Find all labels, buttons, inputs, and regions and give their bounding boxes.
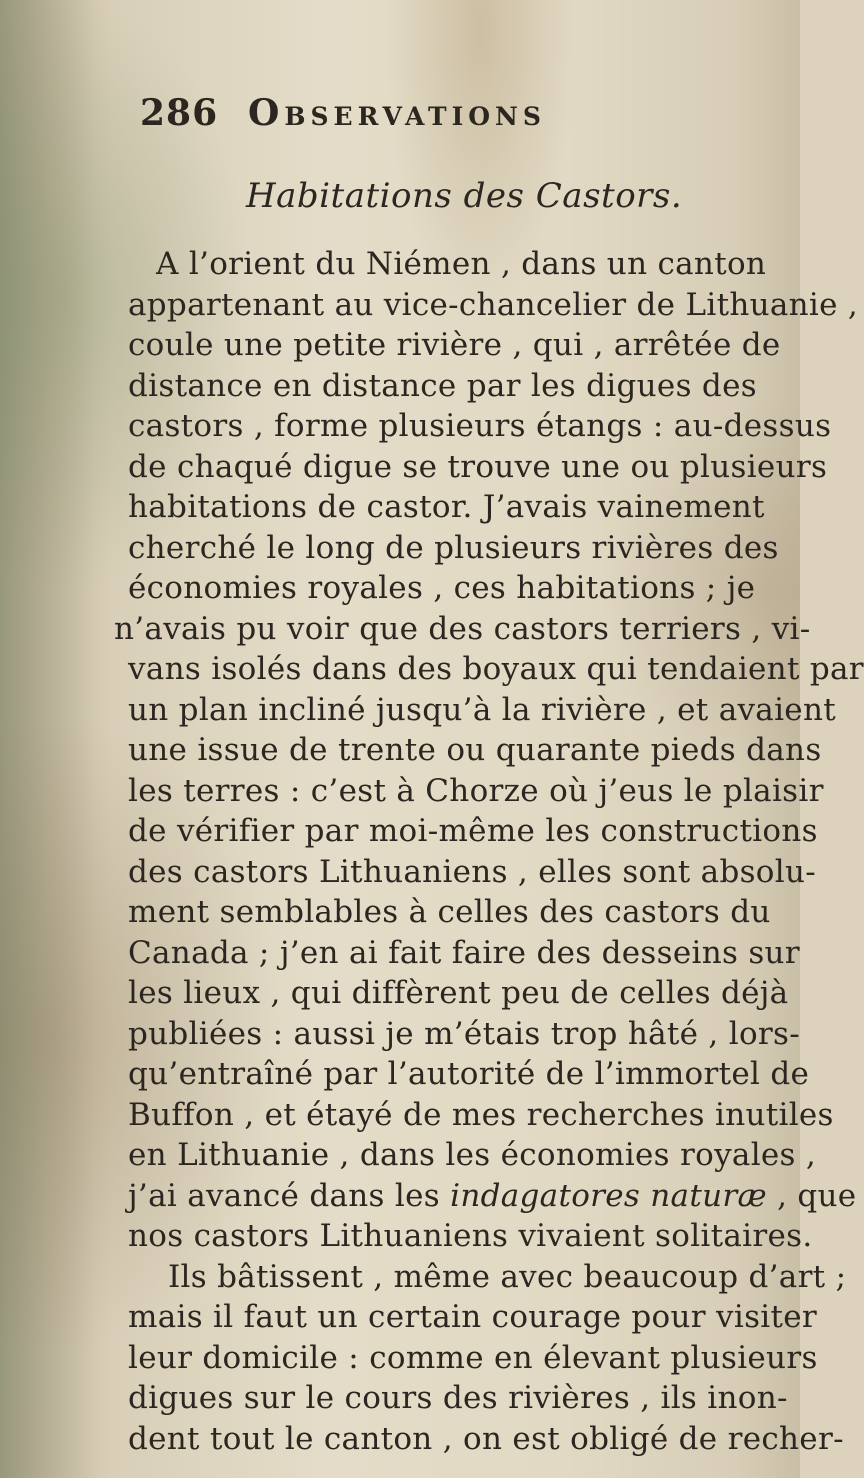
text-line: appartenant au vice-chancelier de Lithuanie ,	[128, 286, 859, 323]
text-line: de vérifier par moi-même les constructions	[128, 813, 818, 849]
text-line-with-italic	[128, 1176, 857, 1217]
text-line: une issue de trente ou quarante pieds dans	[128, 732, 822, 768]
text-line: les lieux , qui diffèrent peu de celles déjà	[128, 975, 789, 1011]
text-line: ment semblables à celles des castors du	[128, 894, 771, 930]
section-title: Habitations des Castors.	[246, 176, 683, 216]
text-segment: j’ai avancé dans les	[128, 1177, 440, 1214]
text-line: dent tout le canton , on est obligé de recher-	[128, 1420, 844, 1457]
text-line: castors , forme plusieurs étangs : au-dessus	[128, 408, 832, 444]
text-line: habitations de castor. J’avais vainement	[128, 489, 765, 525]
text-line: vans isolés dans des boyaux qui tendaient par	[128, 651, 864, 687]
text-line: qu’entraîné par l’autorité de l’immortel de	[128, 1056, 810, 1092]
text-line: des castors Lithuaniens , elles sont absolu-	[128, 853, 817, 890]
text-line: nos castors Lithuaniens vivaient solitaires.	[128, 1218, 813, 1254]
text-line: Buffon , et étayé de mes recherches inutiles	[128, 1096, 834, 1133]
text-line: leur domicile : comme en élevant plusieurs	[128, 1339, 818, 1376]
text-line: mais il faut un certain courage pour visiter	[128, 1299, 818, 1335]
text-line: Canada ; j’en ai fait faire des desseins sur	[128, 934, 800, 971]
italic-latin-phrase: indagatores naturæ	[450, 1177, 767, 1214]
running-head: Observations	[248, 92, 546, 134]
text-line: un plan incliné jusqu’à la rivière , et avaient	[128, 691, 836, 728]
page-header	[140, 92, 700, 144]
text-line: digues sur le cours des rivières , ils inon-	[128, 1380, 788, 1416]
text-line: publiées : aussi je m’étais trop hâté , lors-	[128, 1015, 801, 1052]
page-number: 286	[140, 92, 219, 134]
text-line: en Lithuanie , dans les économies royales ,	[128, 1137, 817, 1173]
text-line: coule une petite rivière , qui , arrêtée de	[128, 327, 781, 363]
text-line: Ils bâtissent , même avec beaucoup d’art ;	[168, 1258, 847, 1295]
text-line: économies royales , ces habitations ; je	[128, 570, 756, 606]
text-line: n’avais pu voir que des castors terriers , vi-	[114, 610, 811, 647]
text-segment: , que	[777, 1177, 857, 1214]
text-line: A l’orient du Niémen , dans un canton	[156, 246, 767, 282]
body-text	[114, 244, 864, 1459]
text-line: cherché le long de plusieurs rivières des	[128, 529, 779, 566]
text-line: distance en distance par les digues des	[128, 367, 757, 404]
text-line: les terres : c’est à Chorze où j’eus le plaisir	[128, 772, 824, 809]
text-line: de chaqué digue se trouve une ou plusieurs	[128, 448, 828, 485]
page-edge-stain	[0, 0, 95, 1478]
